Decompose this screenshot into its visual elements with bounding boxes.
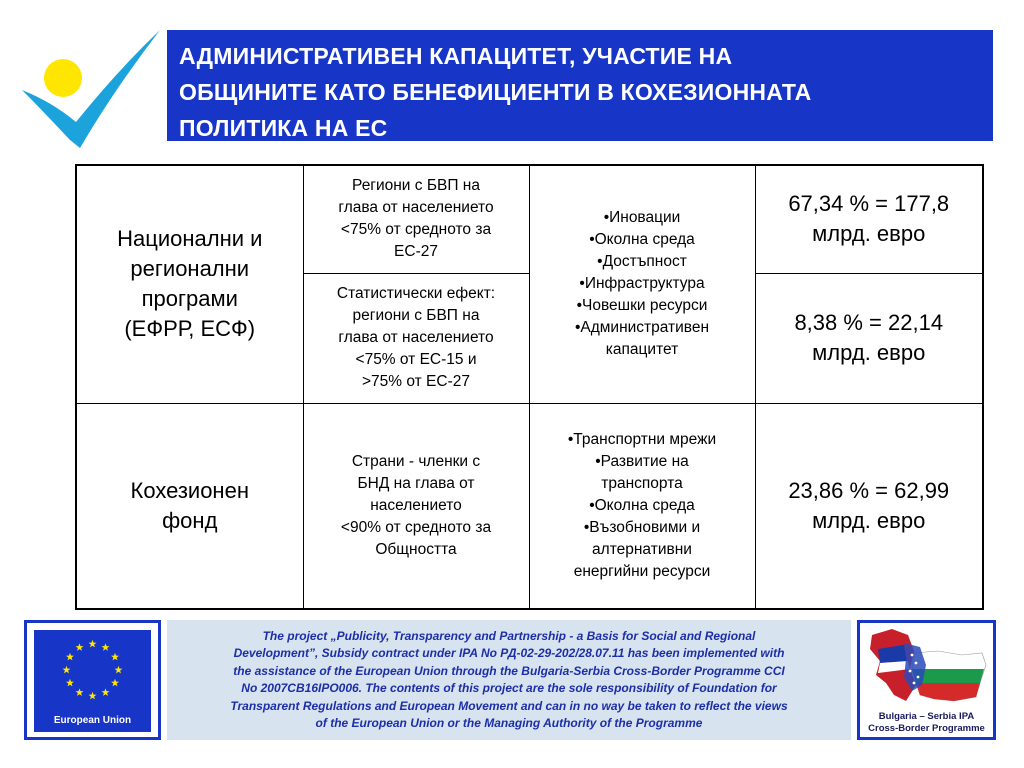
programs-label-cell [76,165,303,403]
title-line: АДМИНИСТРАТИВЕН КАПАЦИТЕТ, УЧАСТИЕ НА [179,43,733,69]
cell-line: Статистически ефект: [336,285,496,302]
cell-line: <75% от ЕС-15 и [355,351,477,368]
priority-item: •Околна среда [589,496,695,514]
amount-cell [755,273,983,403]
regions-eligibility-cell [303,165,529,273]
eu-stars-icon [34,630,151,710]
cell-line: програми [141,286,238,312]
priority-item: •Транспортни мрежи [567,430,717,448]
priority-item: алтернативни [592,540,692,558]
disclaimer-line: Transparent Regulations and European Movement and can in no way be taken to reflect the views [230,698,788,713]
amount-unit: млрд. евро [812,507,926,533]
amount-cell [755,165,983,273]
ipa-label [860,711,993,735]
disclaimer-line: No 2007CB16IPO006. The contents of this project are the sole responsibility of Foundation for [241,681,777,696]
cell-line: Общността [375,540,457,558]
amount-value: 8,38 % = 22,14 [794,310,944,335]
table-row [76,165,983,273]
cell-line: БНД на глава от [357,474,475,492]
disclaimer-line: Development”, Subsidy contract under IPA No РД-02-29-202/28.07.11 has been implemented with [233,646,785,661]
ipa-label-line: Cross-Border Programme [868,723,985,734]
amount-cell [755,403,983,609]
amount-unit: млрд. евро [812,221,926,247]
disclaimer-line: of the European Union or the Managing Authority of the Programme [315,716,703,731]
footer [24,620,996,740]
priority-item: капацитет [605,341,679,359]
disclaimer-text [167,620,851,740]
cell-line: глава от населението [338,199,494,217]
cell-line: региони с БВП на [352,307,480,324]
cell-line: глава от населението [338,329,494,346]
cell-line: ЕС-27 [394,243,438,261]
cell-line: Национални и [117,226,263,252]
table-row [76,403,983,609]
cell-line: (ЕФРР, ЕСФ) [124,316,256,342]
amount-value: 23,86 % = 62,99 [788,477,950,503]
cell-line: >75% от ЕС-27 [361,373,470,390]
priority-item: транспорта [601,474,683,492]
statistical-effect-cell [303,273,529,403]
cell-line: Кохезионен [130,477,249,503]
amount-unit: млрд. евро [812,340,926,365]
ipa-programme-logo [857,620,996,740]
cell-line: Региони с БВП на [352,177,480,195]
cohesion-label-cell [76,403,303,609]
priority-item: •Околна среда [589,231,695,249]
ipa-label-line: Bulgaria – Serbia IPA [878,711,975,722]
priority-item: •Човешки ресурси [576,297,708,315]
programs-priorities-cell [529,165,755,403]
cell-line: фонд [162,507,218,533]
priority-item: енергийни ресурси [573,562,711,580]
cell-line: регионални [130,256,250,282]
bulgaria-serbia-map-icon [864,625,990,711]
cell-line: Страни - членки с [351,452,481,470]
priority-item: •Административен [574,319,710,337]
cohesion-priorities-cell [529,403,755,609]
priority-item: •Иновации [603,209,681,227]
title-line: ОБЩИНИТЕ КАТО БЕНЕФИЦИЕНТИ В КОХЕЗИОННАТА [179,79,812,105]
checkmark-logo-icon [18,30,168,155]
cell-line: населението [370,496,462,514]
priority-item: •Достъпност [597,253,687,271]
priority-item: •Развитие на [595,452,689,470]
cohesion-eligibility-cell [303,403,529,609]
funding-table [75,164,984,610]
disclaimer-line: The project „Publicity, Transparency and Partnership - a Basis for Social and Regional [262,629,756,643]
priority-item: •Инфраструктура [579,275,705,293]
disclaimer-line: the assistance of the European Union through the Bulgaria-Serbia Cross-Border Programme CCI [233,663,785,678]
cell-line: <90% от средното за [340,518,492,536]
page-title [167,30,993,141]
eu-logo [24,620,161,740]
cell-line: <75% от средното за [340,221,492,239]
priority-item: •Възобновими и [583,518,701,536]
eu-label: European Union [34,710,151,732]
amount-value: 67,34 % = 177,8 [788,191,950,217]
title-line: ПОЛИТИКА НА ЕС [179,115,388,141]
